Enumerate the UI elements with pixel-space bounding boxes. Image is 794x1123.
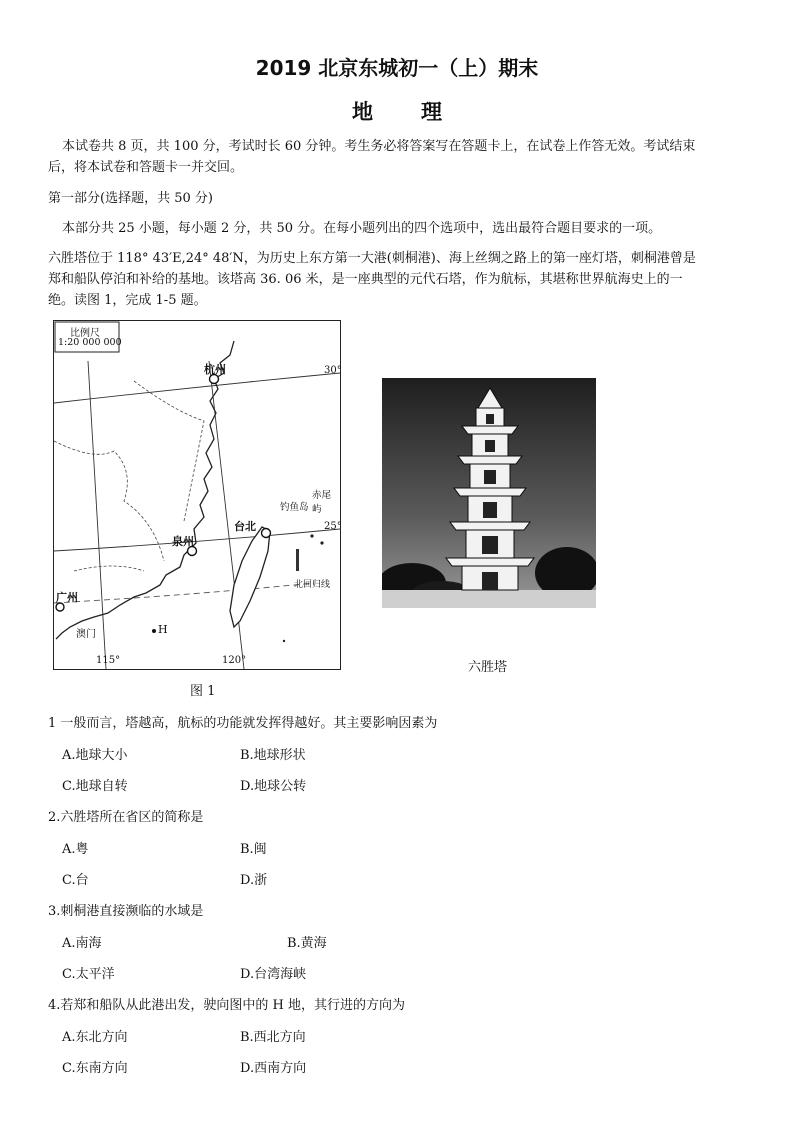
label-tropic: 北回归线 xyxy=(294,580,331,590)
question-1-option-b: B.地球形状 xyxy=(240,748,306,763)
question-3-option-d: D.台湾海峡 xyxy=(240,967,307,982)
question-4-option-d: D.西南方向 xyxy=(240,1061,307,1076)
photo-caption: 六胜塔 xyxy=(468,660,508,675)
subject-heading xyxy=(0,96,794,126)
latitude-25-line xyxy=(54,529,340,551)
question-1-option-a: A.地球大小 xyxy=(62,748,128,763)
label-diaoyu: 钓鱼岛 xyxy=(280,502,309,513)
province-border xyxy=(54,441,164,561)
label-lat30: 30° xyxy=(324,365,342,376)
question-2-option-a: A.粤 xyxy=(62,842,89,857)
passage-line-2: 郑和船队停泊和补给的基地。该塔高 36. 06 米，是一座典型的元代石塔，作为航标，其堪称世界航海史上的一 xyxy=(48,272,683,287)
label-quanzhou: 泉州 xyxy=(172,535,194,548)
passage-line-3: 绝。读图 1，完成 1-5 题。 xyxy=(48,293,207,308)
question-4-option-c: C.东南方向 xyxy=(62,1061,128,1076)
coastline xyxy=(56,341,234,639)
tropic-line xyxy=(54,583,314,603)
scale-title: 比例尺 xyxy=(70,328,100,339)
page-title: 2019 北京东城初一（上）期末 xyxy=(255,56,539,80)
map-caption: 图 1 xyxy=(190,684,216,699)
taiwan-island xyxy=(230,527,270,627)
province-border xyxy=(74,566,144,571)
question-2-stem: 2.六胜塔所在省区的简称是 xyxy=(48,810,204,825)
longitude-115-line xyxy=(88,361,106,669)
label-lon120: 120° xyxy=(222,655,247,666)
question-4-stem: 4.若郑和船队从此港出发，驶向图中的 H 地，其行进的方向为 xyxy=(48,998,406,1013)
section-instructions: 本部分共 25 小题，每小题 2 分，共 50 分。在每小题列出的四个选项中，选出最符合题目要求的一项。 xyxy=(62,221,662,236)
island xyxy=(310,534,313,537)
question-3-stem: 3.刺桐港直接濒临的水域是 xyxy=(48,904,204,919)
question-3-option-b: B.黄海 xyxy=(287,936,327,951)
subject-char-2: 理 xyxy=(421,99,442,124)
question-2-option-d: D.浙 xyxy=(240,873,268,888)
question-1-option-d: D.地球公转 xyxy=(240,779,307,794)
question-3-option-a: A.南海 xyxy=(62,936,102,951)
pagoda-photo xyxy=(382,378,596,608)
label-lat25: 25° xyxy=(324,521,342,532)
pagoda-image xyxy=(382,378,596,608)
question-2-option-b: B.闽 xyxy=(240,842,267,857)
section-title: 第一部分(选择题，共 50 分) xyxy=(48,191,213,206)
question-1-stem: 1 一般而言，塔越高，航标的功能就发挥得越好。其主要影响因素为 xyxy=(48,716,438,731)
label-hangzhou: 杭州 xyxy=(204,363,226,376)
province-border xyxy=(134,381,204,521)
question-4-option-a: A.东北方向 xyxy=(62,1030,128,1045)
h-point-marker xyxy=(152,629,156,633)
city-taipei-marker xyxy=(262,529,271,538)
passage-line-1: 六胜塔位于 118° 43′E,24° 48′N，为历史上东方第一大港(刺桐港)、海上丝绸之路上的第一座灯塔，刺桐港曾是 xyxy=(48,251,696,266)
scale-value: 1:20 000 000 xyxy=(58,337,122,348)
label-lon115: 115° xyxy=(96,655,121,666)
map-figure xyxy=(53,320,341,670)
question-2-option-c: C.台 xyxy=(62,873,89,888)
latitude-30-line xyxy=(54,373,340,403)
label-h: H xyxy=(158,623,168,636)
island-chain xyxy=(296,549,299,571)
intro-line-1: 本试卷共 8 页，共 100 分，考试时长 60 分钟。考生务必将答案写在答题卡上，在试卷上作答无效。考试结束 xyxy=(62,139,696,154)
label-chiwei: 赤尾屿 xyxy=(312,490,332,515)
intro-line-2: 后，将本试卷和答题卡一并交回。 xyxy=(48,160,244,175)
label-aomen: 澳门 xyxy=(76,629,96,640)
label-guangzhou: 广州 xyxy=(56,591,78,604)
subject-char-1: 地 xyxy=(352,99,373,124)
island xyxy=(320,541,323,544)
question-4-option-b: B.西北方向 xyxy=(240,1030,306,1045)
label-taipei: 台北 xyxy=(234,520,256,533)
question-3-option-c: C.太平洋 xyxy=(62,967,115,982)
island xyxy=(283,640,285,642)
question-1-option-c: C.地球自转 xyxy=(62,779,128,794)
map-drawing xyxy=(54,321,340,669)
